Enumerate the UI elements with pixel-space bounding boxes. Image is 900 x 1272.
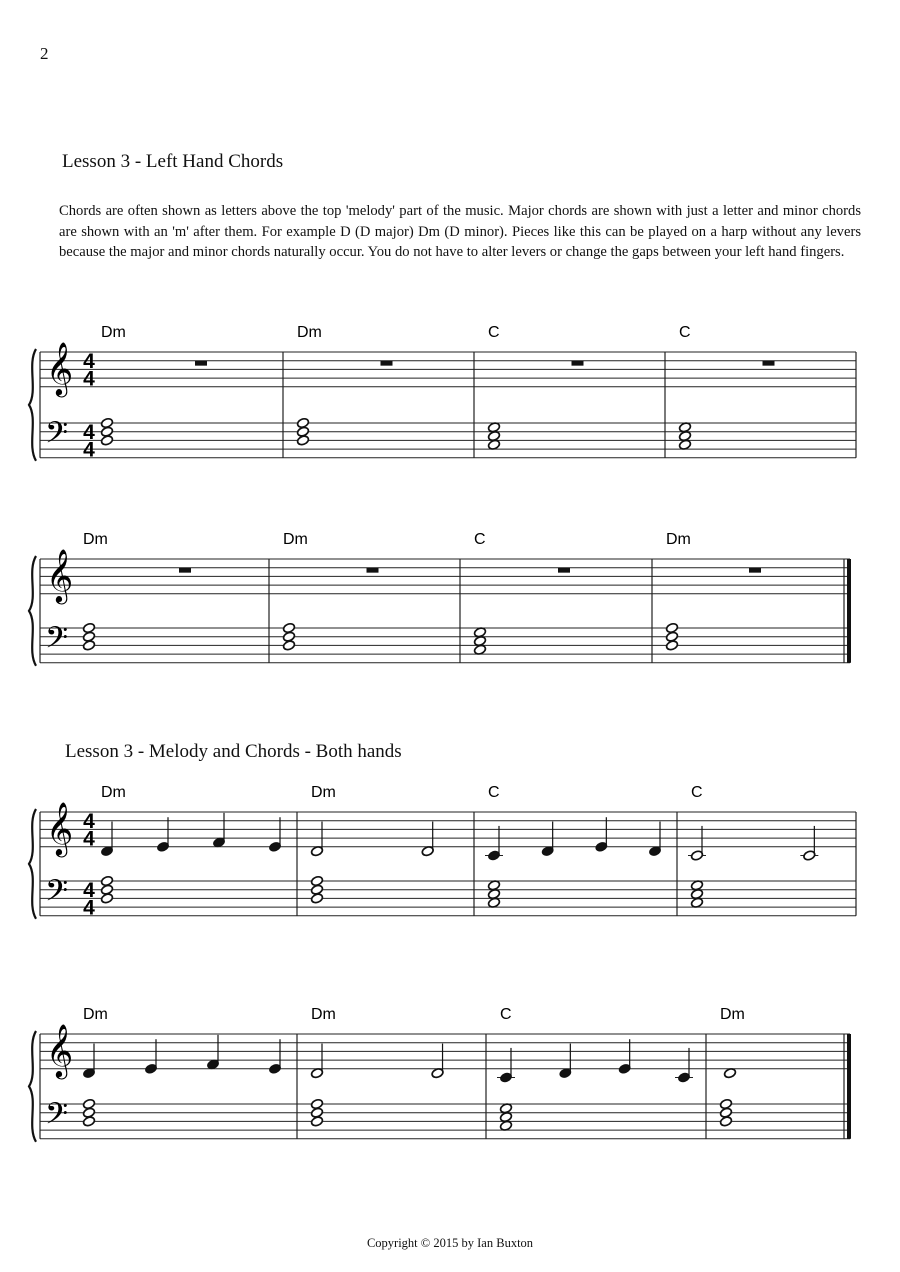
bass-chord-note	[665, 622, 678, 633]
whole-rest	[195, 361, 207, 366]
bass-chord-note	[82, 1098, 95, 1109]
brace	[29, 1031, 36, 1142]
chord-symbol: Dm	[297, 324, 322, 341]
brace	[29, 809, 36, 919]
chord-symbol: Dm	[311, 1006, 336, 1023]
bass-clef-icon: 𝄢	[45, 620, 69, 662]
whole-rest	[572, 361, 584, 366]
treble-time-signature-numerator: 4	[83, 349, 95, 373]
bass-chord-note	[719, 1098, 732, 1109]
treble-clef-icon: 𝄞	[46, 549, 74, 602]
score-system-1	[29, 324, 856, 461]
page-number: 2	[40, 44, 49, 63]
chord-symbol: C	[500, 1006, 512, 1023]
score-system-3	[29, 784, 856, 919]
chord-symbol: Dm	[666, 531, 691, 548]
bass-chord-note	[296, 417, 309, 428]
chord-symbol: C	[691, 784, 703, 801]
final-barline-thick	[847, 1034, 851, 1139]
chord-symbol: C	[488, 324, 500, 341]
whole-rest	[749, 568, 761, 573]
bass-chord-note	[82, 622, 95, 633]
treble-clef-icon: 𝄞	[46, 802, 74, 855]
lesson-left-hand-chords-title: Lesson 3 - Left Hand Chords	[62, 151, 284, 172]
chord-symbol: C	[474, 531, 486, 548]
bass-chord-note	[310, 1098, 323, 1109]
bass-clef-icon: 𝄢	[45, 873, 69, 915]
bass-chord-note	[282, 622, 295, 633]
treble-time-signature-denominator: 4	[83, 367, 95, 391]
whole-rest	[763, 361, 775, 366]
lesson-intro-paragraph: Chords are often shown as letters above the top 'melody' part of the music. Major chords are shown with just a letter and minor chords are shown with an 'm' after them. For example D (D major) Dm (D minor). Pieces like this can be played on a harp without any levers because the major and minor chords naturally occur. You do not have to alter levers or change the gaps between your left hand fingers.	[59, 203, 861, 260]
chord-symbol: Dm	[283, 531, 308, 548]
chord-symbol: C	[488, 784, 500, 801]
bass-chord-note	[100, 417, 113, 428]
whole-rest	[367, 568, 379, 573]
whole-rest	[179, 568, 191, 573]
chord-symbol: C	[679, 324, 691, 341]
treble-time-signature-denominator: 4	[83, 827, 95, 851]
copyright-notice: Copyright © 2015 by Ian Buxton	[366, 1236, 534, 1250]
final-barline-thick	[847, 559, 851, 663]
treble-time-signature-numerator: 4	[83, 809, 95, 833]
bass-time-signature-denominator: 4	[83, 438, 95, 462]
treble-clef-icon: 𝄞	[46, 342, 74, 395]
whole-rest	[381, 361, 393, 366]
lesson-melody-and-chords-title: Lesson 3 - Melody and Chords - Both hands	[65, 741, 402, 762]
brace	[29, 349, 36, 461]
bass-time-signature-numerator: 4	[83, 420, 95, 444]
score-system-2	[29, 531, 851, 666]
chord-symbol: Dm	[720, 1006, 745, 1023]
chord-symbol: Dm	[83, 1006, 108, 1023]
bass-clef-icon: 𝄢	[45, 415, 69, 457]
chord-symbol: Dm	[101, 324, 126, 341]
chord-symbol: Dm	[311, 784, 336, 801]
bass-time-signature-numerator: 4	[83, 878, 95, 902]
bass-time-signature-denominator: 4	[83, 896, 95, 920]
treble-clef-icon: 𝄞	[46, 1024, 74, 1077]
score-system-4	[29, 1006, 851, 1142]
bass-clef-icon: 𝄢	[45, 1096, 69, 1138]
chord-symbol: Dm	[83, 531, 108, 548]
bass-chord-note	[310, 875, 323, 886]
bass-chord-note	[100, 875, 113, 886]
whole-rest	[558, 568, 570, 573]
chord-symbol: Dm	[101, 784, 126, 801]
brace	[29, 556, 36, 666]
